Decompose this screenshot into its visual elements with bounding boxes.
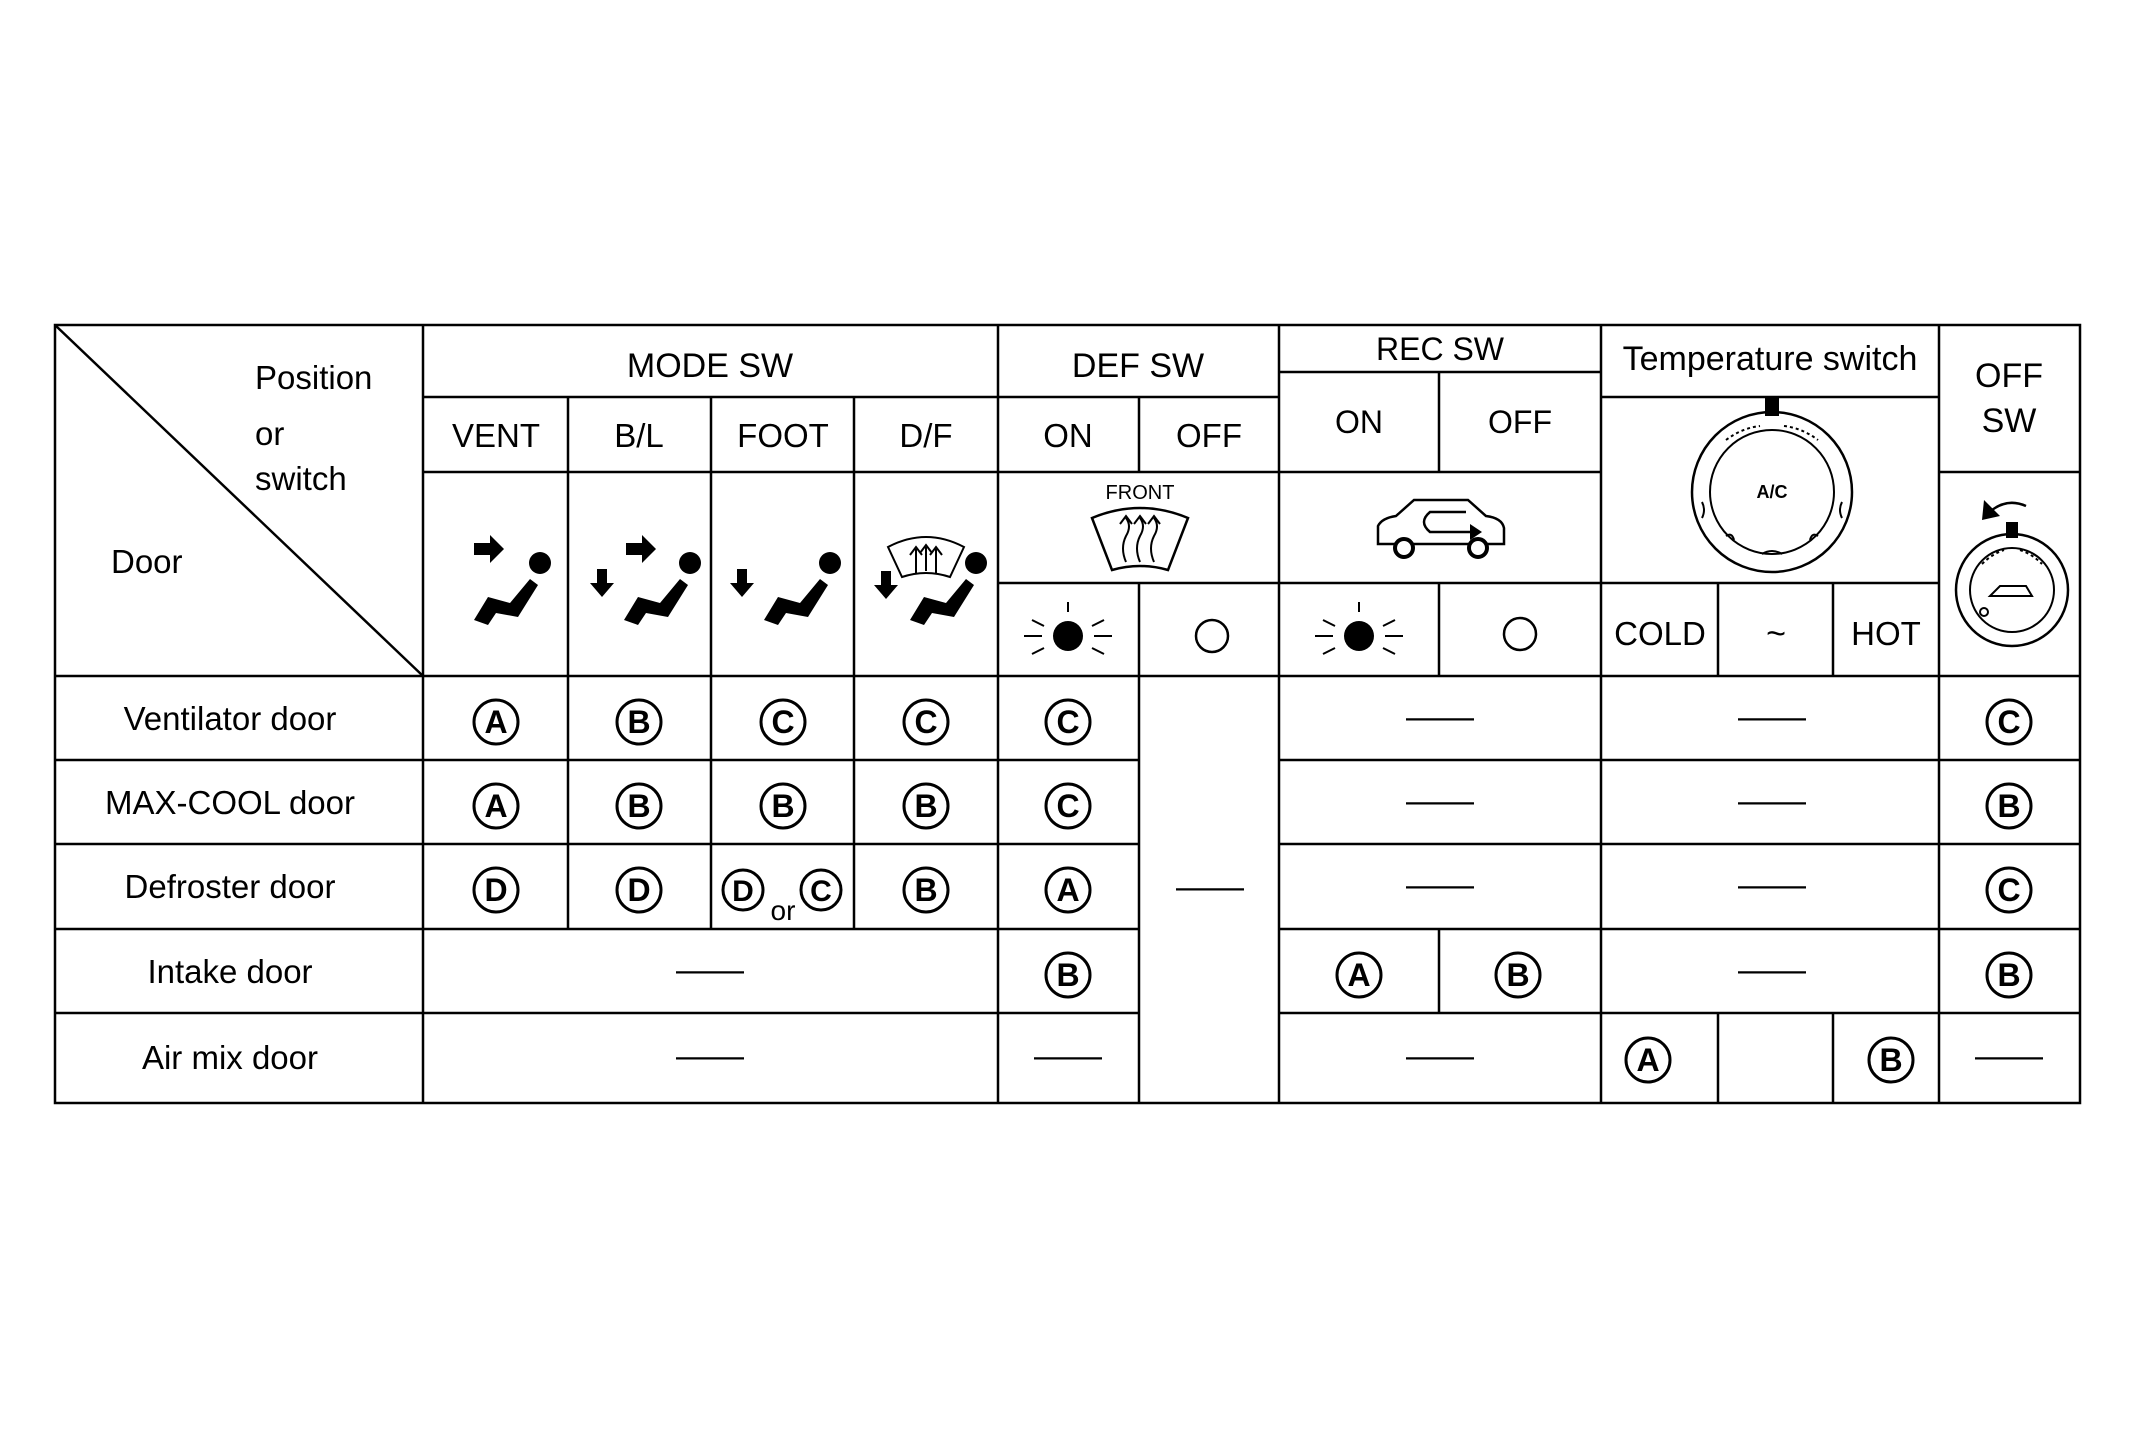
row-label-airmix: Air mix door [141,1039,319,1076]
sub-rec-on: ON [1335,404,1383,440]
sub-def-off: OFF [1176,417,1242,454]
header-door: Door [111,543,183,580]
mark-mode-letter: B [914,788,938,824]
mark-def-on-letter: B [1056,957,1080,993]
sub-bl: B/L [614,417,664,454]
mark-off-letter: C [1997,872,2021,908]
indicator-unlit-icon [1504,618,1536,650]
mark-mode-letter: C [771,704,795,740]
dash-temp-defroster: —— [1738,866,1806,904]
mark-mode-letter: D [484,872,508,908]
mark-mode [617,700,661,744]
row-label-intake: Intake door [147,953,313,990]
defrost-foot-mode-icon [874,537,987,625]
mark-def-on [1046,953,1090,997]
dash-rec-airmix: —— [1406,1037,1474,1075]
mark-off-letter: C [1997,704,2021,740]
mark-temp-hot-letter: B [1879,1042,1903,1078]
mark-combo-first: D [732,875,754,908]
dash-def-airmix: —— [1034,1037,1102,1075]
mark-def-on-letter: A [1056,872,1080,908]
mark-mode [904,700,948,744]
mark-mode-letter: B [627,788,651,824]
group-mode-sw: MODE SW [626,347,794,385]
foot-mode-icon [730,552,841,625]
dash-temp-maxcool: —— [1738,782,1806,820]
header-or: or [255,415,285,452]
mark-off [1987,784,2031,828]
mark-mode-letter: A [484,704,508,740]
mark-off-letter: B [1997,788,2021,824]
mark-mode [474,868,518,912]
temperature-dial-icon [1692,396,1852,572]
header-position: Position [255,359,373,396]
group-def-sw: DEF SW [1071,347,1205,385]
dash-cells [676,698,2043,1075]
sub-df: D/F [899,417,953,454]
mark-off [1987,953,2031,997]
sub-tilde: ~ [1766,615,1786,653]
recirculation-icon [1378,500,1504,557]
dash-mode-airmix: —— [676,1037,744,1075]
dash-rec-ventilator: —— [1406,698,1474,736]
dash-rec-defroster: —— [1406,866,1474,904]
mark-mode [617,868,661,912]
mark-combo [723,870,841,926]
group-off-sw-1: OFF [1975,357,2043,395]
mark-def-on [1046,868,1090,912]
dash-mode-intake: —— [676,951,744,989]
mark-def-on [1046,700,1090,744]
group-off-sw-2: SW [1981,402,2037,440]
mark-mode-letter: B [771,788,795,824]
sub-foot: FOOT [737,417,829,454]
mark-mode [474,784,518,828]
mark-off [1987,868,2031,912]
off-dial-icon [1956,500,2068,646]
sub-cold: COLD [1614,615,1706,652]
mark-rec-on [1337,953,1381,997]
mark-mode [904,784,948,828]
mark-mode-letter: D [627,872,651,908]
mark-def-on [1046,784,1090,828]
dash-def-off: —— [1176,868,1244,906]
front-defroster-icon [1092,508,1188,570]
indicator-unlit-icon [1196,620,1228,652]
dash-off-airmix: —— [1975,1037,2043,1075]
row-label-ventilator: Ventilator door [123,700,337,737]
row-label-maxcool: MAX-COOL door [104,784,356,821]
sub-hot: HOT [1851,615,1921,652]
mark-mode-letter: B [627,704,651,740]
row-label-defroster: Defroster door [124,868,336,905]
indicator-lit-icon [1315,602,1403,654]
sub-rec-off: OFF [1488,404,1552,440]
mark-mode [474,700,518,744]
mark-mode-letter: B [914,872,938,908]
dash-temp-intake: —— [1738,951,1806,989]
indicator-lit-icon [1024,602,1112,654]
mark-def-on-letter: C [1056,704,1080,740]
mark-mode [617,784,661,828]
dash-temp-ventilator: —— [1738,698,1806,736]
front-label: FRONT [1105,482,1175,504]
bilevel-mode-icon [590,535,701,625]
header-switch: switch [255,460,347,497]
group-temperature-switch: Temperature switch [1622,340,1918,378]
mark-mode [904,868,948,912]
mark-rec-off [1496,953,1540,997]
mark-rec-off-letter: B [1506,957,1530,993]
ac-label: A/C [1756,482,1788,502]
sub-def-on: ON [1043,417,1093,454]
mark-mode-letter: C [914,704,938,740]
mark-combo-second: C [810,875,832,908]
vent-mode-icon [474,535,551,625]
mark-temp-cold-letter: A [1636,1042,1660,1078]
mark-off [1987,700,2031,744]
mark-off-letter: B [1997,957,2021,993]
mark-def-on-letter: C [1056,788,1080,824]
mark-mode [761,784,805,828]
mark-rec-on-letter: A [1347,957,1371,993]
sub-vent: VENT [451,417,541,454]
mark-mode-letter: A [484,788,508,824]
mark-temp-cold [1626,1038,1670,1082]
dash-rec-maxcool: —— [1406,782,1474,820]
group-rec-sw: REC SW [1376,331,1504,367]
mark-temp-hot [1869,1038,1913,1082]
mark-combo-or: or [770,895,796,926]
mark-mode [761,700,805,744]
